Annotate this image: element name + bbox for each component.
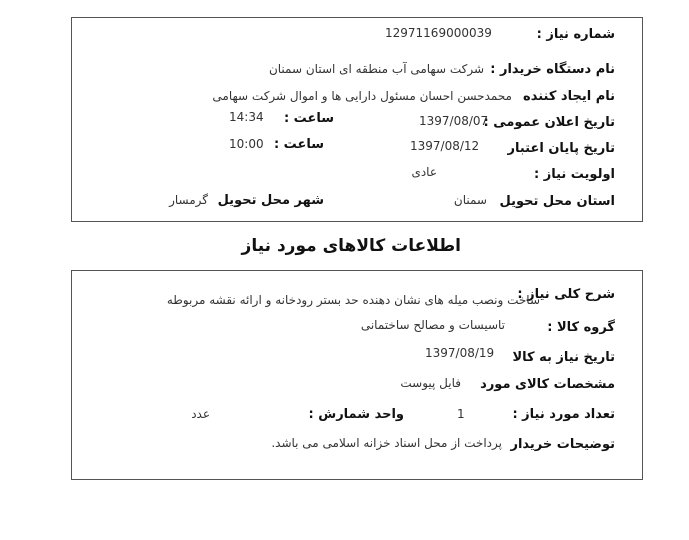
- need-number-value: 12971169000039: [385, 26, 492, 40]
- group-label: گروه کالا :: [547, 320, 615, 335]
- specs-label: مشخصات کالای مورد: [480, 377, 615, 392]
- quantity-value: 1: [457, 407, 465, 421]
- group-value: تاسیسات و مصالح ساختمانی: [360, 318, 505, 332]
- unit-value: عدد: [191, 407, 210, 421]
- province-value: سمنان: [453, 193, 487, 207]
- announce-date-value: 1397/08/07: [419, 114, 489, 128]
- need-date-label: تاریخ نیاز به کالا: [512, 350, 615, 365]
- province-label: استان محل تحویل: [499, 194, 615, 209]
- quantity-label: تعداد مورد نیاز :: [512, 407, 615, 422]
- description-label: شرح کلی نیاز :: [517, 287, 615, 302]
- description-value: ساخت ونصب میله های نشان دهنده حد بستر رودخانه و ارائه نقشه مربوطه: [166, 293, 540, 307]
- creator-value: محمدحسن احسان مسئول دارایی ها و اموال شرکت سهامی: [212, 89, 512, 103]
- expiry-date-value: 1397/08/12: [410, 139, 480, 153]
- city-value: گرمسار: [169, 193, 208, 207]
- announce-date-label: تاریخ اعلان عمومی :: [483, 115, 615, 130]
- creator-label: نام ایجاد کننده: [523, 89, 615, 104]
- expiry-date-label: تاریخ پایان اعتبار: [507, 141, 615, 156]
- specs-value: فایل پیوست: [400, 376, 461, 390]
- expiry-time-value: 10:00: [229, 137, 264, 151]
- need-date-value: 1397/08/19: [425, 346, 495, 360]
- announce-time-label: ساعت :: [283, 111, 334, 126]
- need-number-label: شماره نیاز :: [536, 27, 615, 42]
- buyer-value: شرکت سهامی آب منطقه ای استان سمنان: [268, 62, 484, 76]
- need-info-panel: [71, 17, 643, 222]
- buyer-notes-value: پرداخت از محل اسناد خزانه اسلامی می باشد.: [271, 436, 502, 450]
- city-label: شهر محل تحویل: [217, 193, 324, 208]
- priority-label: اولویت نیاز :: [533, 167, 615, 182]
- goods-info-panel: [71, 270, 643, 480]
- expiry-time-label: ساعت :: [273, 137, 324, 152]
- priority-value: عادی: [411, 165, 437, 179]
- unit-label: واحد شمارش :: [308, 407, 404, 422]
- buyer-notes-label: توضیحات خریدار: [510, 437, 615, 452]
- announce-time-value: 14:34: [229, 110, 264, 124]
- section-title: اطلاعات کالاهای مورد نیاز: [241, 236, 461, 256]
- buyer-label: نام دستگاه خریدار :: [490, 62, 615, 77]
